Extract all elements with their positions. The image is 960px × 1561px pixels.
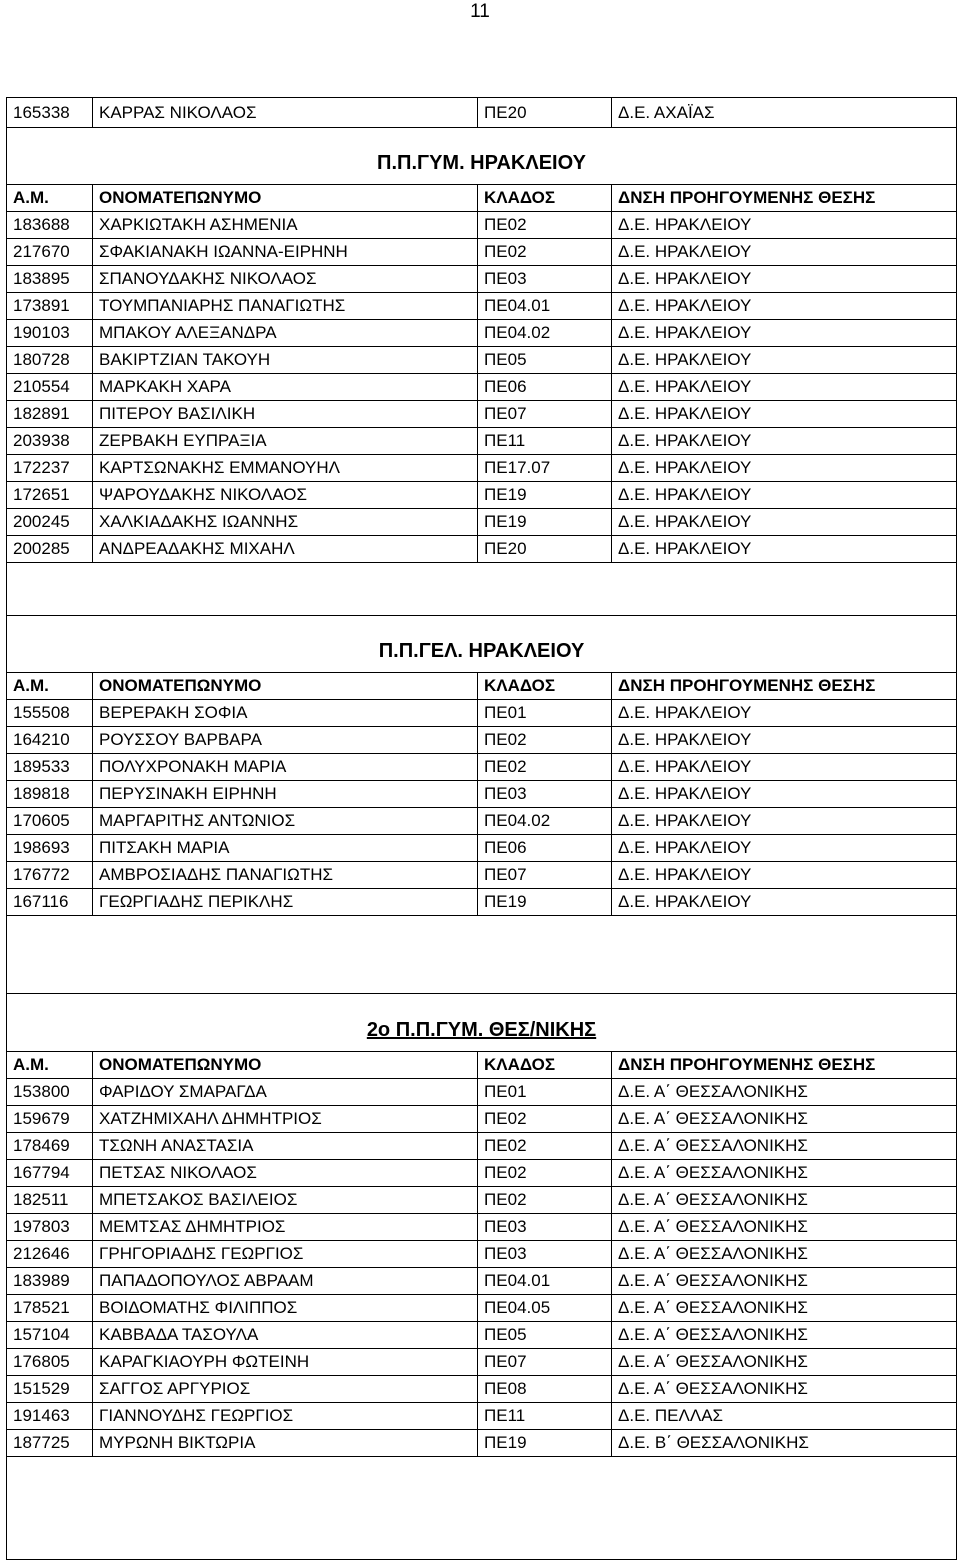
am-cell: 165338 bbox=[7, 98, 93, 128]
klados-cell: ΠΕ03 bbox=[478, 1214, 612, 1241]
klados-cell: ΠΕ19 bbox=[478, 482, 612, 509]
name-cell: ΠΙΤΣΑΚΗ ΜΑΡΙΑ bbox=[93, 835, 478, 862]
dnsh-cell: Δ.Ε. ΗΡΑΚΛΕΙΟΥ bbox=[612, 781, 957, 808]
table-row bbox=[7, 1295, 957, 1322]
header-row bbox=[7, 673, 957, 700]
am-cell: 159679 bbox=[7, 1106, 93, 1133]
klados-cell: ΠΕ19 bbox=[478, 1430, 612, 1457]
name-cell: ΚΑΡΑΓΚΙΑΟΥΡΗ ΦΩΤΕΙΝΗ bbox=[93, 1349, 478, 1376]
klados-cell: ΠΕ17.07 bbox=[478, 455, 612, 482]
dnsh-cell: Δ.Ε. ΗΡΑΚΛΕΙΟΥ bbox=[612, 889, 957, 916]
klados-cell: ΠΕ20 bbox=[478, 536, 612, 563]
table-row bbox=[7, 482, 957, 509]
name-cell: ΖΕΡΒΑΚΗ ΕΥΠΡΑΞΙΑ bbox=[93, 428, 478, 455]
name-cell: ΤΟΥΜΠΑΝΙΑΡΗΣ ΠΑΝΑΓΙΩΤΗΣ bbox=[93, 293, 478, 320]
klados-cell: ΠΕ02 bbox=[478, 239, 612, 266]
am-cell: 172651 bbox=[7, 482, 93, 509]
dnsh-cell: Δ.Ε. ΗΡΑΚΛΕΙΟΥ bbox=[612, 455, 957, 482]
klados-cell: ΠΕ01 bbox=[478, 700, 612, 727]
header-name: ΟΝΟΜΑΤΕΠΩΝΥΜΟ bbox=[93, 1052, 478, 1079]
dnsh-cell: Δ.Ε. Α΄ ΘΕΣΣΑΛΟΝΙΚΗΣ bbox=[612, 1322, 957, 1349]
dnsh-cell: Δ.Ε. ΗΡΑΚΛΕΙΟΥ bbox=[612, 835, 957, 862]
table-row bbox=[7, 374, 957, 401]
am-cell: 187725 bbox=[7, 1430, 93, 1457]
klados-cell: ΠΕ11 bbox=[478, 1403, 612, 1430]
klados-cell: ΠΕ20 bbox=[478, 98, 612, 128]
am-cell: 176772 bbox=[7, 862, 93, 889]
dnsh-cell: Δ.Ε. Α΄ ΘΕΣΣΑΛΟΝΙΚΗΣ bbox=[612, 1106, 957, 1133]
header-name: ΟΝΟΜΑΤΕΠΩΝΥΜΟ bbox=[93, 185, 478, 212]
name-cell: ΜΑΡΚΑΚΗ ΧΑΡΑ bbox=[93, 374, 478, 401]
am-cell: 157104 bbox=[7, 1322, 93, 1349]
am-cell: 210554 bbox=[7, 374, 93, 401]
table-row bbox=[7, 455, 957, 482]
dnsh-cell: Δ.Ε. ΗΡΑΚΛΕΙΟΥ bbox=[612, 293, 957, 320]
dnsh-cell: Δ.Ε. Β΄ ΘΕΣΣΑΛΟΝΙΚΗΣ bbox=[612, 1430, 957, 1457]
header-name: ΟΝΟΜΑΤΕΠΩΝΥΜΟ bbox=[93, 673, 478, 700]
header-klados: ΚΛΑΔΟΣ bbox=[478, 185, 612, 212]
name-cell: ΚΑΡΤΣΩΝΑΚΗΣ ΕΜΜΑΝΟΥΗΛ bbox=[93, 455, 478, 482]
dnsh-cell: Δ.Ε. ΗΡΑΚΛΕΙΟΥ bbox=[612, 700, 957, 727]
table-row bbox=[7, 1187, 957, 1214]
document-table bbox=[6, 97, 957, 1560]
header-am: Α.Μ. bbox=[7, 673, 93, 700]
header-klados: ΚΛΑΔΟΣ bbox=[478, 673, 612, 700]
am-cell: 190103 bbox=[7, 320, 93, 347]
name-cell: ΣΠΑΝΟΥΔΑΚΗΣ ΝΙΚΟΛΑΟΣ bbox=[93, 266, 478, 293]
am-cell: 176805 bbox=[7, 1349, 93, 1376]
am-cell: 183895 bbox=[7, 266, 93, 293]
am-cell: 197803 bbox=[7, 1214, 93, 1241]
name-cell: ΜΠΕΤΣΑΚΟΣ ΒΑΣΙΛΕΙΟΣ bbox=[93, 1187, 478, 1214]
name-cell: ΑΝΔΡΕΑΔΑΚΗΣ ΜΙΧΑΗΛ bbox=[93, 536, 478, 563]
klados-cell: ΠΕ06 bbox=[478, 835, 612, 862]
name-cell: ΣΑΓΓΟΣ ΑΡΓΥΡΙΟΣ bbox=[93, 1376, 478, 1403]
name-cell: ΠΟΛΥΧΡΟΝΑΚΗ ΜΑΡΙΑ bbox=[93, 754, 478, 781]
name-cell: ΤΣΩΝΗ ΑΝΑΣΤΑΣΙΑ bbox=[93, 1133, 478, 1160]
klados-cell: ΠΕ03 bbox=[478, 781, 612, 808]
name-cell: ΜΕΜΤΣΑΣ ΔΗΜΗΤΡΙΟΣ bbox=[93, 1214, 478, 1241]
dnsh-cell: Δ.Ε. ΗΡΑΚΛΕΙΟΥ bbox=[612, 347, 957, 374]
klados-cell: ΠΕ07 bbox=[478, 401, 612, 428]
table-row bbox=[7, 239, 957, 266]
name-cell: ΓΕΩΡΓΙΑΔΗΣ ΠΕΡΙΚΛΗΣ bbox=[93, 889, 478, 916]
section-title: Π.Π.ΓΥΜ. ΗΡΑΚΛΕΙΟΥ bbox=[377, 152, 586, 174]
dnsh-cell: Δ.Ε. ΗΡΑΚΛΕΙΟΥ bbox=[612, 754, 957, 781]
name-cell: ΜΥΡΩΝΗ ΒΙΚΤΩΡΙΑ bbox=[93, 1430, 478, 1457]
klados-cell: ΠΕ11 bbox=[478, 428, 612, 455]
name-cell: ΒΕΡΕΡΑΚΗ ΣΟΦΙΑ bbox=[93, 700, 478, 727]
table-row bbox=[7, 509, 957, 536]
am-cell: 170605 bbox=[7, 808, 93, 835]
dnsh-cell: Δ.Ε. ΗΡΑΚΛΕΙΟΥ bbox=[612, 239, 957, 266]
table-row bbox=[7, 1403, 957, 1430]
dnsh-cell: Δ.Ε. Α΄ ΘΕΣΣΑΛΟΝΙΚΗΣ bbox=[612, 1349, 957, 1376]
dnsh-cell: Δ.Ε. ΗΡΑΚΛΕΙΟΥ bbox=[612, 482, 957, 509]
klados-cell: ΠΕ08 bbox=[478, 1376, 612, 1403]
name-cell: ΓΡΗΓΟΡΙΑΔΗΣ ΓΕΩΡΓΙΟΣ bbox=[93, 1241, 478, 1268]
am-cell: 198693 bbox=[7, 835, 93, 862]
klados-cell: ΠΕ19 bbox=[478, 509, 612, 536]
name-cell: ΦΑΡΙΔΟΥ ΣΜΑΡΑΓΔΑ bbox=[93, 1079, 478, 1106]
am-cell: 182511 bbox=[7, 1187, 93, 1214]
am-cell: 178521 bbox=[7, 1295, 93, 1322]
header-klados: ΚΛΑΔΟΣ bbox=[478, 1052, 612, 1079]
am-cell: 167794 bbox=[7, 1160, 93, 1187]
am-cell: 200285 bbox=[7, 536, 93, 563]
klados-cell: ΠΕ06 bbox=[478, 374, 612, 401]
am-cell: 172237 bbox=[7, 455, 93, 482]
am-cell: 217670 bbox=[7, 239, 93, 266]
klados-cell: ΠΕ04.05 bbox=[478, 1295, 612, 1322]
dnsh-cell: Δ.Ε. ΗΡΑΚΛΕΙΟΥ bbox=[612, 428, 957, 455]
header-am: Α.Μ. bbox=[7, 1052, 93, 1079]
klados-cell: ΠΕ05 bbox=[478, 347, 612, 374]
klados-cell: ΠΕ05 bbox=[478, 1322, 612, 1349]
table-row bbox=[7, 1322, 957, 1349]
dnsh-cell: Δ.Ε. Α΄ ΘΕΣΣΑΛΟΝΙΚΗΣ bbox=[612, 1241, 957, 1268]
name-cell: ΠΙΤΕΡΟΥ ΒΑΣΙΛΙΚΗ bbox=[93, 401, 478, 428]
table-row bbox=[7, 781, 957, 808]
table-row bbox=[7, 1160, 957, 1187]
table-row bbox=[7, 266, 957, 293]
name-cell: ΧΑΡΚΙΩΤΑΚΗ ΑΣΗΜΕΝΙΑ bbox=[93, 212, 478, 239]
dnsh-cell: Δ.Ε. Α΄ ΘΕΣΣΑΛΟΝΙΚΗΣ bbox=[612, 1376, 957, 1403]
klados-cell: ΠΕ02 bbox=[478, 1187, 612, 1214]
am-cell: 203938 bbox=[7, 428, 93, 455]
dnsh-cell: Δ.Ε. ΗΡΑΚΛΕΙΟΥ bbox=[612, 266, 957, 293]
am-cell: 178469 bbox=[7, 1133, 93, 1160]
blank-row bbox=[7, 1457, 957, 1560]
name-cell: ΚΑΒΒΑΔΑ ΤΑΣΟΥΛΑ bbox=[93, 1322, 478, 1349]
am-cell: 191463 bbox=[7, 1403, 93, 1430]
dnsh-cell: Δ.Ε. ΗΡΑΚΛΕΙΟΥ bbox=[612, 862, 957, 889]
am-cell: 182891 bbox=[7, 401, 93, 428]
klados-cell: ΠΕ19 bbox=[478, 889, 612, 916]
dnsh-cell: Δ.Ε. Α΄ ΘΕΣΣΑΛΟΝΙΚΗΣ bbox=[612, 1214, 957, 1241]
table-row bbox=[7, 212, 957, 239]
table-row bbox=[7, 98, 957, 128]
klados-cell: ΠΕ02 bbox=[478, 727, 612, 754]
name-cell: ΣΦΑΚΙΑΝΑΚΗ ΙΩΑΝΝΑ-ΕΙΡΗΝΗ bbox=[93, 239, 478, 266]
klados-cell: ΠΕ02 bbox=[478, 1133, 612, 1160]
header-dnsh: ΔΝΣΗ ΠΡΟΗΓΟΥΜΕΝΗΣ ΘΕΣΗΣ bbox=[612, 673, 957, 700]
klados-cell: ΠΕ02 bbox=[478, 212, 612, 239]
dnsh-cell: Δ.Ε. ΗΡΑΚΛΕΙΟΥ bbox=[612, 727, 957, 754]
klados-cell: ΠΕ02 bbox=[478, 1106, 612, 1133]
name-cell: ΜΑΡΓΑΡΙΤΗΣ ΑΝΤΩΝΙΟΣ bbox=[93, 808, 478, 835]
table-row bbox=[7, 1376, 957, 1403]
dnsh-cell: Δ.Ε. ΗΡΑΚΛΕΙΟΥ bbox=[612, 808, 957, 835]
table-row bbox=[7, 1349, 957, 1376]
table-row bbox=[7, 1241, 957, 1268]
name-cell: ΨΑΡΟΥΔΑΚΗΣ ΝΙΚΟΛΑΟΣ bbox=[93, 482, 478, 509]
dnsh-cell: Δ.Ε. Α΄ ΘΕΣΣΑΛΟΝΙΚΗΣ bbox=[612, 1079, 957, 1106]
table-row bbox=[7, 428, 957, 455]
table-row bbox=[7, 401, 957, 428]
name-cell: ΓΙΑΝΝΟΥΔΗΣ ΓΕΩΡΓΙΟΣ bbox=[93, 1403, 478, 1430]
name-cell: ΜΠΑΚΟΥ ΑΛΕΞΑΝΔΡΑ bbox=[93, 320, 478, 347]
am-cell: 212646 bbox=[7, 1241, 93, 1268]
table-row bbox=[7, 808, 957, 835]
am-cell: 164210 bbox=[7, 727, 93, 754]
blank-row bbox=[7, 916, 957, 994]
header-dnsh: ΔΝΣΗ ΠΡΟΗΓΟΥΜΕΝΗΣ ΘΕΣΗΣ bbox=[612, 1052, 957, 1079]
klados-cell: ΠΕ04.01 bbox=[478, 293, 612, 320]
table-row bbox=[7, 320, 957, 347]
table-row bbox=[7, 1430, 957, 1457]
am-cell: 155508 bbox=[7, 700, 93, 727]
dnsh-cell: Δ.Ε. Α΄ ΘΕΣΣΑΛΟΝΙΚΗΣ bbox=[612, 1295, 957, 1322]
dnsh-cell: Δ.Ε. Α΄ ΘΕΣΣΑΛΟΝΙΚΗΣ bbox=[612, 1268, 957, 1295]
table-row bbox=[7, 862, 957, 889]
dnsh-cell: Δ.Ε. ΗΡΑΚΛΕΙΟΥ bbox=[612, 320, 957, 347]
name-cell: ΧΑΤΖΗΜΙΧΑΗΛ ΔΗΜΗΤΡΙΟΣ bbox=[93, 1106, 478, 1133]
klados-cell: ΠΕ04.02 bbox=[478, 320, 612, 347]
table-row bbox=[7, 1214, 957, 1241]
name-cell: ΠΕΤΣΑΣ ΝΙΚΟΛΑΟΣ bbox=[93, 1160, 478, 1187]
table-row bbox=[7, 536, 957, 563]
klados-cell: ΠΕ07 bbox=[478, 1349, 612, 1376]
table-row bbox=[7, 1268, 957, 1295]
header-row bbox=[7, 185, 957, 212]
name-cell: ΚΑΡΡΑΣ ΝΙΚΟΛΑΟΣ bbox=[93, 98, 478, 128]
name-cell: ΡΟΥΣΣΟΥ ΒΑΡΒΑΡΑ bbox=[93, 727, 478, 754]
am-cell: 183989 bbox=[7, 1268, 93, 1295]
klados-cell: ΠΕ02 bbox=[478, 754, 612, 781]
table-row bbox=[7, 700, 957, 727]
dnsh-cell: Δ.Ε. ΗΡΑΚΛΕΙΟΥ bbox=[612, 536, 957, 563]
dnsh-cell: Δ.Ε. ΗΡΑΚΛΕΙΟΥ bbox=[612, 374, 957, 401]
name-cell: ΑΜΒΡΟΣΙΑΔΗΣ ΠΑΝΑΓΙΩΤΗΣ bbox=[93, 862, 478, 889]
section-title: 2ο Π.Π.ΓΥΜ. ΘΕΣ/ΝΙΚΗΣ bbox=[366, 1019, 597, 1041]
table-row bbox=[7, 1106, 957, 1133]
page-number: 11 bbox=[470, 1, 490, 22]
header-dnsh: ΔΝΣΗ ΠΡΟΗΓΟΥΜΕΝΗΣ ΘΕΣΗΣ bbox=[612, 185, 957, 212]
klados-cell: ΠΕ03 bbox=[478, 266, 612, 293]
dnsh-cell: Δ.Ε. ΗΡΑΚΛΕΙΟΥ bbox=[612, 401, 957, 428]
table-row bbox=[7, 727, 957, 754]
table-row bbox=[7, 293, 957, 320]
name-cell: ΒΑΚΙΡΤΖΙΑΝ ΤΑΚΟΥΗ bbox=[93, 347, 478, 374]
table-row bbox=[7, 835, 957, 862]
klados-cell: ΠΕ04.02 bbox=[478, 808, 612, 835]
klados-cell: ΠΕ04.01 bbox=[478, 1268, 612, 1295]
table-row bbox=[7, 754, 957, 781]
am-cell: 167116 bbox=[7, 889, 93, 916]
header-am: Α.Μ. bbox=[7, 185, 93, 212]
klados-cell: ΠΕ03 bbox=[478, 1241, 612, 1268]
am-cell: 180728 bbox=[7, 347, 93, 374]
header-row bbox=[7, 1052, 957, 1079]
dnsh-cell: Δ.Ε. ΗΡΑΚΛΕΙΟΥ bbox=[612, 212, 957, 239]
klados-cell: ΠΕ07 bbox=[478, 862, 612, 889]
am-cell: 189533 bbox=[7, 754, 93, 781]
dnsh-cell: Δ.Ε. ΠΕΛΛΑΣ bbox=[612, 1403, 957, 1430]
name-cell: ΠΑΠΑΔΟΠΟΥΛΟΣ ΑΒΡΑΑΜ bbox=[93, 1268, 478, 1295]
dnsh-cell: Δ.Ε. Α΄ ΘΕΣΣΑΛΟΝΙΚΗΣ bbox=[612, 1160, 957, 1187]
am-cell: 151529 bbox=[7, 1376, 93, 1403]
section-title-row bbox=[7, 128, 957, 185]
dnsh-cell: Δ.Ε. ΑΧΑΪΑΣ bbox=[612, 98, 957, 128]
table-row bbox=[7, 889, 957, 916]
am-cell: 200245 bbox=[7, 509, 93, 536]
am-cell: 173891 bbox=[7, 293, 93, 320]
table-row bbox=[7, 1133, 957, 1160]
section-title-row bbox=[7, 616, 957, 673]
am-cell: 153800 bbox=[7, 1079, 93, 1106]
dnsh-cell: Δ.Ε. Α΄ ΘΕΣΣΑΛΟΝΙΚΗΣ bbox=[612, 1187, 957, 1214]
klados-cell: ΠΕ01 bbox=[478, 1079, 612, 1106]
name-cell: ΠΕΡΥΣΙΝΑΚΗ ΕΙΡΗΝΗ bbox=[93, 781, 478, 808]
table-row bbox=[7, 347, 957, 374]
dnsh-cell: Δ.Ε. Α΄ ΘΕΣΣΑΛΟΝΙΚΗΣ bbox=[612, 1133, 957, 1160]
klados-cell: ΠΕ02 bbox=[478, 1160, 612, 1187]
am-cell: 183688 bbox=[7, 212, 93, 239]
name-cell: ΧΑΛΚΙΑΔΑΚΗΣ ΙΩΑΝΝΗΣ bbox=[93, 509, 478, 536]
table-row bbox=[7, 1079, 957, 1106]
section-title-row bbox=[7, 994, 957, 1052]
dnsh-cell: Δ.Ε. ΗΡΑΚΛΕΙΟΥ bbox=[612, 509, 957, 536]
am-cell: 189818 bbox=[7, 781, 93, 808]
name-cell: ΒΟΙΔΟΜΑΤΗΣ ΦΙΛΙΠΠΟΣ bbox=[93, 1295, 478, 1322]
section-title: Π.Π.ΓΕΛ. ΗΡΑΚΛΕΙΟΥ bbox=[378, 640, 585, 662]
blank-row bbox=[7, 563, 957, 616]
